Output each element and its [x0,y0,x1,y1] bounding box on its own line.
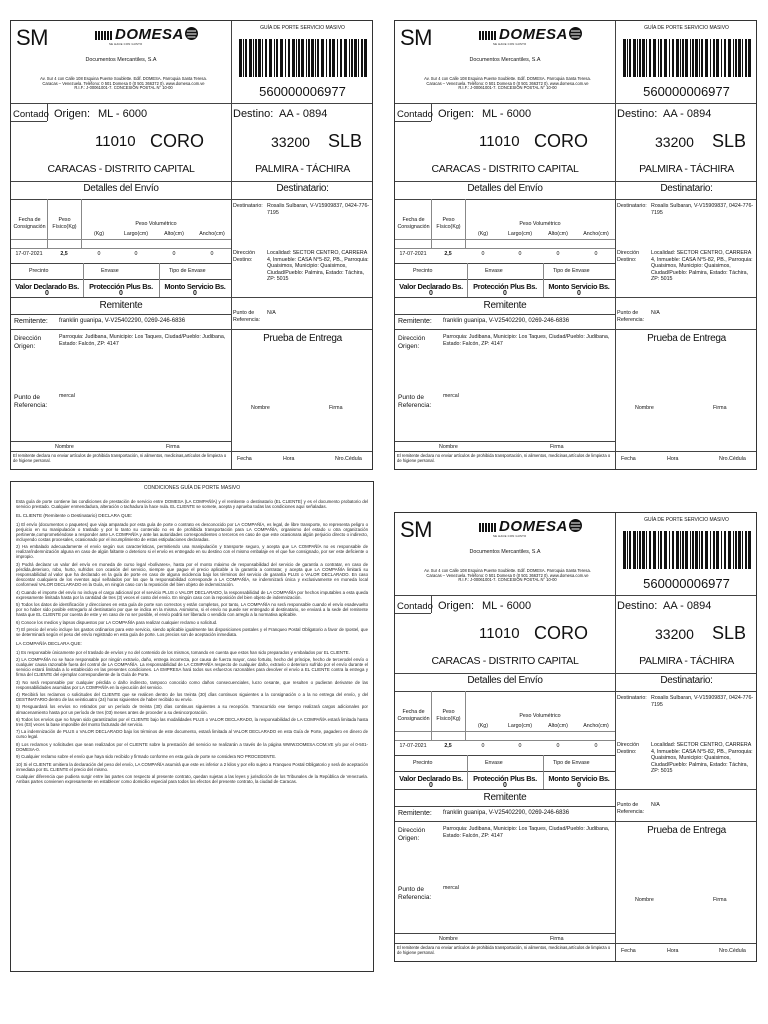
destinatario-value: Rosalis Sulbaran, V-V15909837, 0424-776-7195 [267,203,370,216]
remitente-title: Remitente [99,300,143,311]
direccion-destino-value: Localidad: SECTOR CENTRO, CARRERA 4, Inmueble: CASA N°5-82, PB., Parroquia: Quaisimos, Municipio: Quaisimos, Ciudad/Pueblo: Palmira, Estado: Táchira, ZP: 5015 [651,742,753,775]
receiver-name-field: Nombre [251,405,270,411]
client-declares-list [16,522,368,638]
col-peso-header: Peso Físico(Kg) [436,217,461,230]
col-kg-header: (Kg) [93,231,104,237]
sender-name-field: Nombre [439,936,458,942]
condition-item: 5) Todos los datos de identificación y direcciones en esta guía de porte son correctos y están completos, por tanto, LA COMPAÑÍA no será responsable cuando el envío esadevuelto por no haber sido posible entregarlo al destinatario por que se indica en la misma. Asimismo, si el envío no puede ser entregado al destinatario, se enviará a la sede del remitente hasta que EL CLIENTE por cuenta de este y en caso de no ser posible, el envío podrá ser liberado o vendido con arreglo a la normativa aplicable. [16,602,368,618]
proteccion-plus-label: Protección Plus Bs. [473,774,537,783]
valor-declarado-value: 0 [429,782,433,789]
disclaimer: El remitente declara no enviar artículos de prohibida transportación, ni alimentos, medicinas,artículos de limpieza o de higiene personal. [397,453,611,464]
col-fecha-header: Fecha de Consignación [13,217,46,230]
details-title: Detalles del Envío [467,183,543,194]
sender-name-field: Nombre [55,444,74,450]
direccion-destino-value: Localidad: SECTOR CENTRO, CARRERA 4, Inmueble: CASA N°5-82, PB., Parroquia: Quaisimos, Municipio: Quaisimos, Ciudad/Pueblo: Palmira, Estado: Táchira, ZP: 5015 [651,250,753,283]
col-alto-header: Alto(cm) [164,231,184,237]
ancho-value: 0 [210,251,214,257]
client-declares-title: EL CLIENTE (Remitente o Destinatario) DECLARA QUE: [16,513,133,519]
destination-city: SLB [712,131,747,151]
domesa-logo [479,517,589,543]
condition-item: 10) Si el CLIENTE omitiera la declaración del peso del envío, LA COMPAÑÍA asumirá que este es inferior a 2 kilos y por ello sujeto a Franqueo Postal Obligatorio y será de aceptación inmediata por EL CLIENTE el precio del mismo. [16,761,368,772]
proteccion-plus-value: 0 [119,290,123,297]
condition-item: 9) Cualquier reclamo sobre el envío que haya sido recibido y firmado conforme en esta guía de porte se considera NO PROCEDENTE. [16,754,277,760]
fecha-field: Fecha [621,948,636,954]
payment-type: Contado [13,109,49,120]
peso-value: 2,5 [60,251,68,257]
condition-item: 6) Todos los envíos que no hayan sido garantizados por el CLIENTE bajo las modalidades PLUS o VALOR DECLARADO, la responsabilidad de LA COMPAÑÍA estará limitada hasta tres (03) veces la base imponible del monto facturado del servicio. [16,716,368,728]
brand-name: DOMESA [115,26,184,43]
hora-field: Hora [283,456,295,462]
guide-number: 560000006977 [643,84,730,99]
col-kg-header: (Kg) [477,231,488,237]
domesa-logo [479,25,589,51]
alto-value: 0 [172,251,176,257]
remitente-value: franklin guanipa, V-V25402290, 0269-246-6836 [443,318,570,324]
monto-servicio-label: Monto Servicio Bs. [164,282,226,291]
direccion-origen-value: Parroquia: Judibana, Municipio: Los Taques, Ciudad/Pueblo: Judibana, Estado: Falcón, ZP: 4147 [443,826,610,839]
proteccion-plus-label: Protección Plus Bs. [89,282,153,291]
destination-city: SLB [328,131,363,151]
barcode [623,39,751,77]
prueba-entrega-title: Prueba de Entrega [647,333,726,344]
origin-zip: 11010 [479,625,520,642]
precinto-header: Precinto [413,268,433,274]
origin-city: CORO [534,131,588,151]
monto-servicio-value: 0 [577,782,581,789]
shipping-label-copy-2 [394,20,757,470]
disclaimer: El remitente declara no enviar artículos de prohibida transportación, ni alimentos, medicinas,artículos de limpieza o de higiene personal. [13,453,227,464]
col-largo-header: Largo(cm) [507,231,533,237]
destination-region: PALMIRA - TÁCHIRA [255,163,350,175]
proteccion-plus-label: Protección Plus Bs. [473,282,537,291]
company-name: Documentos Mercantiles, S.A [85,57,157,63]
hora-field: Hora [667,456,679,462]
valor-declarado-value: 0 [429,290,433,297]
punto-destino-label: Punto de Referencia: [617,802,645,815]
service-code: SM [400,517,432,542]
conditions-intro: Esta guía de porte contiene las condiciones de prestación de servicio entre DOMESA (LA COMPAÑÍA) y el remitente o destinatario (EL CLIENTE) y es el documento probatorio del servicio prestado. Cualquier enmendadura, alteración o tachadura la hace nula. EL CLIENTE se somete, acepta y aprueba todas las condiciones aquí señaladas. [16,498,368,510]
receiver-name-field: Nombre [635,897,654,903]
receiver-signature-field: Firma [713,897,727,903]
destinatario-title: Destinatario: [660,183,713,194]
punto-referencia-label: Punto de Referencia: [14,394,48,410]
shipping-label-copy-3 [394,512,757,962]
valor-declarado-value: 0 [45,290,49,297]
peso-value: 2,5 [444,251,452,257]
prueba-entrega-title: Prueba de Entrega [647,825,726,836]
remitente-label: Remitente: [398,810,432,817]
origin-region: CARACAS - DISTRITO CAPITAL [431,163,579,175]
condition-item: 8) Los reclamos y solicitudes que sean realizados por el CLIENTE sobre la prestación del servicio se realizarán a través de la página WWW.DOMESA.COM.VE y/o por el 0-501-DOMESA-0. [16,741,368,752]
largo-value: 0 [518,251,522,257]
envase-header: Envase [485,760,503,766]
tipo-envase-header: Tipo de Envase [553,268,590,274]
col-volumetric-header: Peso Volumétrico [519,221,561,227]
company-name: Documentos Mercantiles, S.A [469,549,541,555]
proteccion-plus-value: 0 [503,290,507,297]
disclaimer: El remitente declara no enviar artículos de prohibida transportación, ni alimentos, medicinas,artículos de limpieza o de higiene personal. [397,945,611,956]
fecha-field: Fecha [621,456,636,462]
nro-cedula-field: Nro.Cédula [719,948,746,954]
barcode [239,39,367,77]
largo-value: 0 [134,251,138,257]
destination-zip: 33200 [655,134,694,150]
origin-region: CARACAS - DISTRITO CAPITAL [431,655,579,667]
remitente-label: Remitente: [398,318,432,325]
origin-code: ML - 6000 [482,600,532,612]
domesa-logo [95,25,205,51]
nro-cedula-field: Nro.Cédula [335,456,362,462]
largo-value: 0 [518,743,522,749]
col-largo-header: Largo(cm) [507,723,533,729]
sender-signature-field: Firma [550,444,564,450]
origin-city: CORO [534,623,588,643]
fecha-value: 17-07-2021 [15,251,43,257]
proteccion-plus-value: 0 [503,782,507,789]
company-declares-list [16,650,368,785]
condition-item: 7) La indemnización de PLUS o VALOR DECLARADO bajo los términos de este documento, estará limitada al VALOR DECLARADO en esta Guía de Porte, pagadero en dinero de curso legal. [16,729,368,740]
envase-header: Envase [101,268,119,274]
hora-field: Hora [667,948,679,954]
domesa-globe-icon [568,518,583,533]
punto-destino-label: Punto de Referencia: [617,310,645,323]
service-code: SM [400,25,432,50]
destination-zip: 33200 [271,134,310,150]
destination-code: AA - 0894 [663,108,712,120]
origin-label: Origen: [438,108,475,120]
col-largo-header: Largo(cm) [123,231,149,237]
domesa-globe-icon [184,26,199,41]
service-code: SM [16,25,48,50]
col-ancho-header: Ancho(cm) [583,231,609,237]
sender-signature-field: Firma [550,936,564,942]
punto-referencia-value: mercal [59,393,75,399]
valor-declarado-label: Valor Declarado Bs. [399,282,463,291]
details-title: Detalles del Envío [467,675,543,686]
precinto-header: Precinto [29,268,49,274]
punto-referencia-value: mercal [443,885,459,891]
fecha-value: 17-07-2021 [399,743,427,749]
shipping-label-copy-1 [10,20,373,470]
brand-name: DOMESA [499,518,568,535]
domesa-globe-icon [568,26,583,41]
barcode [623,531,751,569]
remitente-title: Remitente [483,792,527,803]
direccion-destino-label: Dirección Destino: [617,250,640,263]
monto-servicio-label: Monto Servicio Bs. [548,282,610,291]
remitente-value: franklin guanipa, V-V25402290, 0269-246-6836 [59,318,186,324]
remitente-label: Remitente: [14,318,48,325]
origin-region: CARACAS - DISTRITO CAPITAL [47,163,195,175]
condition-item: 4) Recibirá los reclamos o solicitudes del CLIENTE que se realicen dentro de los treinta (30) días continuos siguientes a la consignación o a la no entrega del envío, y del DESTINATARIO dentro de las veinticuatro (24) horas siguientes de haber recibido su envío. [16,692,368,703]
conditions-panel [10,481,374,972]
monto-servicio-label: Monto Servicio Bs. [548,774,610,783]
ancho-value: 0 [594,251,598,257]
guide-title: GUÍA DE PORTE SERVICIO MASIVO [644,517,729,523]
direccion-destino-value: Localidad: SECTOR CENTRO, CARRERA 4, Inmueble: CASA N°5-82, PB., Parroquia: Quaisimos, Municipio: Quaisimos, Ciudad/Pueblo: Palmira, Estado: Táchira, ZP: 5015 [267,250,369,283]
col-ancho-header: Ancho(cm) [199,231,225,237]
tipo-envase-header: Tipo de Envase [553,760,590,766]
direccion-destino-label: Dirección Destino: [617,742,640,755]
origin-label: Origen: [438,600,475,612]
origin-city: CORO [150,131,204,151]
punto-destino-label: Punto de Referencia: [233,310,261,323]
kg-value: 0 [481,743,485,749]
destinatario-label: Destinatario: [233,203,263,209]
destinatario-title: Destinatario: [276,183,329,194]
punto-destino-value: N/A [651,802,660,808]
remitente-value: franklin guanipa, V-V25402290, 0269-246-6836 [443,810,570,816]
prueba-entrega-title: Prueba de Entrega [263,333,342,344]
punto-referencia-label: Punto de Referencia: [398,394,432,410]
col-volumetric-header: Peso Volumétrico [519,713,561,719]
col-alto-header: Alto(cm) [548,231,568,237]
guide-number: 560000006977 [259,84,346,99]
condition-item: 6) Conoce los medios y lapsos dispuestos por LA COMPAÑÍA para realizar cualquier reclamo o solicitud. [16,619,218,625]
fecha-value: 17-07-2021 [399,251,427,257]
destinatario-label: Destinatario: [617,695,647,701]
direccion-origen-value: Parroquia: Judibana, Municipio: Los Taques, Ciudad/Pueblo: Judibana, Estado: Falcón, ZP: 4147 [443,334,610,347]
condition-item: Cualquier diferencia que pudiera surgir entre las partes con respecto al presente contrato, quedan sujetas a las leyes y jurisdicción de los Tribunales de la República de Venezuela. Ambas partes convienen expresamente en establecer como domicilio especial para todos los efectos del presente contrato, la ciudad de Caracas. [16,773,368,785]
company-address: Av. Sur 4 con Calle 108 Esquina Puente Soublette. Edif. DOMESA. Parroquia Santa Teresa. Caracas – Venezuela. Teléfono: 0 501 Domesa 0 (0 501 366372 0). www.domesa.com.ve R.I.F.: J-00061001-7. CONCESIÓN POSTAL N° 10-00 [40,76,207,91]
destination-label: Destino: [617,108,658,120]
direccion-destino-label: Dirección Destino: [233,250,256,263]
conditions-title: CONDICIONES GUÍA DE PORTE MASIVO [143,485,241,491]
guide-title: GUÍA DE PORTE SERVICIO MASIVO [644,25,729,31]
condition-item: 3) Podrá declarar un valor del envío en moneda de curso legal «bolívares», hasta por el monto máximo de responsabilidad del servicio de garantía a contratar, en caso de pérdida,deterioro, robo, hurto, sufridos con ocasión del servicio, siempre que pague el precio aplicable a la garantía a contratar, y acepta que LA COMPAÑÍA limitará su responsabilidad al valor que ha declarado en la guía de porte en caso de alguna incidencia bajo los términos del servicio de garantía PLUS o VALOR DECLARADO. En caso descontar cualquiera de los eventos aquí señalados por los que la responsabilidad corresponde a LA COMPAÑÍA, se indemnizará única y exclusivamente en moneda local conformeal VALOR DECLARADO en la Guía, en ningún caso con la reposición del bien objeto de indemnización. [16,561,368,588]
guide-title: GUÍA DE PORTE SERVICIO MASIVO [260,25,345,31]
receiver-signature-field: Firma [329,405,343,411]
direccion-origen-value: Parroquia: Judibana, Municipio: Los Taques, Ciudad/Pueblo: Judibana, Estado: Falcón, ZP: 4147 [59,334,226,347]
col-ancho-header: Ancho(cm) [583,723,609,729]
company-name: Documentos Mercantiles, S.A [469,57,541,63]
destination-code: AA - 0894 [663,600,712,612]
brand-tagline: SE HACE CON GUSTO [493,42,527,46]
punto-referencia-label: Punto de Referencia: [398,886,432,902]
origin-zip: 11010 [479,133,520,150]
condition-item: 3) No será responsable por cualquier pérdida o daño indirecto, tampoco conocido como daños consecuenciales, lucro cesante, que resulten o pudieran derivarse de las responsabilidades asumidas por LA COMPAÑÍA en la ejecución del servicio. [16,679,368,690]
kg-value: 0 [97,251,101,257]
condition-item: 5) Resguardará los envíos no retirados por un período de treinta (30) días continuos siguientes a su recepción. Transcurrido ese tiempo realizará cargos adicionales por almacenamiento hasta por un período de tres (03) meses antes de proceder a su desincorporación. [16,704,368,715]
receiver-name-field: Nombre [635,405,654,411]
punto-destino-value: N/A [651,310,660,316]
brand-name: DOMESA [499,26,568,43]
condition-item: 7) El precio del envío incluye los gastos ordinarios para este servicio, siendo aplicable igualmente las disposiciones postales y el Franqueo Postal Obligatorio a favor de Ipostel, que se determinará según el peso del envío registrado en esta guía de porte. Los precios son de aceptación inmediata. [16,626,368,638]
condition-item: 4) Cuando el importe del envío no incluya el cargo adicional por el servicio PLUS o VALOR DECLARADO, la responsabilidad de LA COMPAÑÍA por hechos imputables a esta queda expresamente limitada hasta por la cantidad de tres (3) veces el costo del envío. En ningún caso con la reposición del bien objeto de indemnización. [16,589,368,600]
payment-type: Contado [397,601,433,612]
receiver-signature-field: Firma [713,405,727,411]
condition-item: 2) Ha embalado adecuadamente el envío según sus características, permitiendo una manipulación y transporte seguro, y acepta que LA COMPAÑÍA no es responsable de realizar/indemnización alguna en caso de algún faltante o deterioro si el envío es entregado en su destino con el mismo embalaje en el que fue consignado, por ser este deficiente o impropio. [16,544,368,560]
col-fecha-header: Fecha de Consignación [397,709,430,722]
fecha-field: Fecha [237,456,252,462]
remitente-title: Remitente [483,300,527,311]
company-declares-title: LA COMPAÑÍA DECLARA QUE: [16,641,82,647]
precinto-header: Precinto [413,760,433,766]
col-peso-header: Peso Físico(Kg) [52,217,77,230]
guide-number: 560000006977 [643,576,730,591]
destinatario-value: Rosalis Sulbaran, V-V15909837, 0424-776-7195 [651,695,754,708]
sender-signature-field: Firma [166,444,180,450]
nro-cedula-field: Nro.Cédula [719,456,746,462]
direccion-origen-label: Dirección Origen: [398,827,426,843]
condition-item: 1) Es responsable únicamente por el traslado de envíos y no del contenido de los mismos, tomando en cuenta que estos han sido preparados y embalados por EL CLIENTE. [16,649,350,655]
origin-label: Origen: [54,108,91,120]
condition-item: 2) LA COMPAÑÍA no se hace responsable por ningún extravío, daño, entrega incorrecta, por causa de fuerza mayor, caso fortuito, hecho del príncipe, hecho de tercerodel envío o cualquier causa razonable fuera del control de LA COMPAÑÍA. La responsabilidad de LA COMPAÑÍA respecto de cualquier daño, extravío o deterioro sufrido por el envío durante el servicio estará limitada a lo establecido en las presentes condiciones. LA EMPRESA hará todos sus esfuerzos razonables para devolver el envío a EL CLIENTE contra la entrega y firma del CLIENTE del ejemplar correspondiente de la Guía de Porte. [16,656,368,678]
peso-value: 2,5 [444,743,452,749]
details-title: Detalles del Envío [83,183,159,194]
punto-referencia-value: mercal [443,393,459,399]
ancho-value: 0 [594,743,598,749]
direccion-origen-label: Dirección Origen: [14,335,42,351]
destinatario-title: Destinatario: [660,675,713,686]
monto-servicio-value: 0 [577,290,581,297]
col-kg-header: (Kg) [477,723,488,729]
sender-name-field: Nombre [439,444,458,450]
payment-type: Contado [397,109,433,120]
kg-value: 0 [481,251,485,257]
col-alto-header: Alto(cm) [548,723,568,729]
destination-zip: 33200 [655,626,694,642]
origin-code: ML - 6000 [482,108,532,120]
destination-region: PALMIRA - TÁCHIRA [639,163,734,175]
envase-header: Envase [485,268,503,274]
direccion-origen-label: Dirección Origen: [398,335,426,351]
col-peso-header: Peso Físico(Kg) [436,709,461,722]
valor-declarado-label: Valor Declarado Bs. [399,774,463,783]
valor-declarado-label: Valor Declarado Bs. [15,282,79,291]
destination-region: PALMIRA - TÁCHIRA [639,655,734,667]
brand-tagline: SE HACE CON GUSTO [109,42,143,46]
brand-tagline: SE HACE CON GUSTO [493,534,527,538]
punto-destino-value: N/A [267,310,276,316]
alto-value: 0 [556,743,560,749]
company-address: Av. Sur 4 con Calle 108 Esquina Puente Soublette. Edif. DOMESA. Parroquia Santa Teresa. Caracas – Venezuela. Teléfono: 0 501 Domesa 0 (0 501 366372 0). www.domesa.com.ve R.I.F.: J-00061001-7. CONCESIÓN POSTAL N° 10-00 [424,76,591,91]
alto-value: 0 [556,251,560,257]
company-address: Av. Sur 4 con Calle 108 Esquina Puente Soublette. Edif. DOMESA. Parroquia Santa Teresa. Caracas – Venezuela. Teléfono: 0 501 Domesa 0 (0 501 366372 0). www.domesa.com.ve R.I.F.: J-00061001-7. CONCESIÓN POSTAL N° 10-00 [424,568,591,583]
origin-code: ML - 6000 [98,108,148,120]
destination-code: AA - 0894 [279,108,328,120]
origin-zip: 11010 [95,133,136,150]
destination-label: Destino: [233,108,274,120]
destination-city: SLB [712,623,747,643]
col-fecha-header: Fecha de Consignación [397,217,430,230]
condition-item: 1) El envío (documentos o paquetes) que viaja amparado por esta guía de porte o contrato es desconocido por LA COMPAÑÍA, es legal, de libre transporte, no representa peligro o perjuicio en su manipulación o traslado y por lo tanto su contenido no es de prohibida transportación para LA COMPAÑÍA, organismo del estado u otra organización pertinente,comprometiéndose a responder ante LA COMPAÑÍA y ante las autoridades correspondientes o terceros en caso de que este ocasionara algún perjuicio directo o indirecto, incluyendo costas procesales, ocasionado por el incumplimiento de estas estipulaciones declaradas. [16,521,368,542]
tipo-envase-header: Tipo de Envase [169,268,206,274]
destinatario-value: Rosalis Sulbaran, V-V15909837, 0424-776-7195 [651,203,754,216]
destination-label: Destino: [617,600,658,612]
destinatario-label: Destinatario: [617,203,647,209]
col-volumetric-header: Peso Volumétrico [135,221,177,227]
monto-servicio-value: 0 [193,290,197,297]
